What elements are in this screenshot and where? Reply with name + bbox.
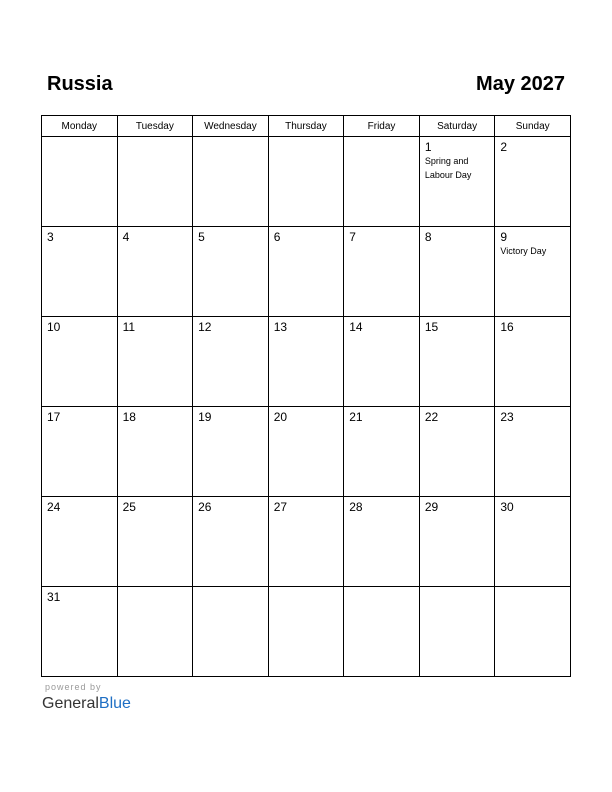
- calendar-day-cell: [495, 407, 571, 497]
- weekday-header-row: [42, 116, 571, 137]
- day-number: 8: [424, 230, 432, 244]
- calendar-day-cell: [419, 407, 495, 497]
- calendar-day-cell: [117, 497, 193, 587]
- day-number: 20: [273, 410, 288, 424]
- calendar-day-cell: [495, 497, 571, 587]
- calendar-day-cell: [193, 407, 269, 497]
- calendar-week-row: [42, 407, 571, 497]
- calendar-day-cell: [495, 137, 571, 227]
- calendar-day-cell: [117, 407, 193, 497]
- calendar-day-cell: [268, 497, 344, 587]
- weekday-header-tuesday: Tuesday: [117, 116, 193, 137]
- calendar-day-cell: [42, 317, 118, 407]
- day-number: 3: [47, 230, 54, 244]
- calendar-week-row: [42, 227, 571, 317]
- calendar-day-cell: [268, 317, 344, 407]
- calendar-day-cell: [117, 227, 193, 317]
- weekday-header-monday: Monday: [42, 116, 118, 137]
- day-number: 12: [198, 320, 212, 334]
- calendar-empty-cell: [268, 137, 344, 227]
- calendar-week-row: [42, 317, 571, 407]
- weekday-header-saturday: Saturday: [419, 116, 495, 137]
- day-number: 14: [349, 320, 363, 334]
- calendar-day-cell: [419, 137, 495, 227]
- brand-text-general: General: [42, 695, 99, 712]
- day-number: 28: [349, 500, 363, 514]
- day-number: 21: [349, 410, 363, 424]
- calendar-empty-cell: [344, 137, 420, 227]
- calendar-day-cell: [42, 227, 118, 317]
- day-number: 11: [122, 320, 136, 334]
- calendar-day-cell: [344, 497, 420, 587]
- calendar-empty-cell: [495, 587, 571, 677]
- calendar-day-cell: [193, 497, 269, 587]
- calendar-day-cell: [419, 317, 495, 407]
- day-number: 29: [424, 500, 439, 514]
- day-number: 1: [424, 140, 432, 154]
- calendar-day-cell: [268, 227, 344, 317]
- calendar-week-row: [42, 497, 571, 587]
- day-number: 13: [273, 320, 288, 334]
- calendar-day-cell: [419, 227, 495, 317]
- day-number: 31: [47, 590, 61, 604]
- calendar-empty-cell: [193, 137, 269, 227]
- weekday-header-sunday: Sunday: [495, 116, 571, 137]
- day-number: 2: [500, 140, 508, 154]
- day-number: 30: [500, 500, 514, 514]
- calendar-day-cell: [495, 227, 571, 317]
- day-number: 7: [349, 230, 356, 244]
- day-number: 25: [122, 500, 136, 514]
- day-number: 23: [500, 410, 514, 424]
- day-number: 6: [273, 230, 281, 244]
- day-number: 5: [198, 230, 205, 244]
- holiday-label: Victory Day: [500, 246, 547, 256]
- calendar-empty-cell: [344, 587, 420, 677]
- day-number: 17: [47, 410, 61, 424]
- day-number: 10: [47, 320, 61, 334]
- calendar-grid: [41, 115, 571, 677]
- calendar-empty-cell: [117, 137, 193, 227]
- calendar-empty-cell: [268, 587, 344, 677]
- weekday-header-thursday: Thursday: [268, 116, 344, 137]
- calendar-day-cell: [419, 497, 495, 587]
- calendar-week-row: [42, 137, 571, 227]
- calendar-day-cell: [42, 407, 118, 497]
- calendar-day-cell: [495, 317, 571, 407]
- calendar-day-cell: [344, 407, 420, 497]
- calendar-empty-cell: [42, 137, 118, 227]
- day-number: 19: [198, 410, 212, 424]
- day-number: 24: [47, 500, 61, 514]
- brand-text-blue: Blue: [98, 695, 131, 712]
- calendar-day-cell: [117, 317, 193, 407]
- calendar-day-cell: [193, 227, 269, 317]
- calendar-day-cell: [42, 497, 118, 587]
- day-number: 18: [122, 410, 136, 424]
- generalblue-logo[interactable]: [42, 694, 131, 714]
- calendar-week-row: [42, 587, 571, 677]
- powered-by-text: powered by: [45, 682, 102, 692]
- calendar-empty-cell: [193, 587, 269, 677]
- day-number: 22: [424, 410, 439, 424]
- weekday-header-friday: Friday: [344, 116, 420, 137]
- day-number: 15: [424, 320, 439, 334]
- calendar-day-cell: [42, 587, 118, 677]
- month-year-title: May 2027: [476, 73, 565, 95]
- calendar-day-cell: [268, 407, 344, 497]
- calendar-day-cell: [193, 317, 269, 407]
- day-number: 9: [500, 230, 508, 244]
- day-number: 27: [273, 500, 288, 514]
- day-number: 4: [122, 230, 130, 244]
- holiday-label: Spring and Labour Day: [424, 156, 472, 180]
- calendar-day-cell: [344, 227, 420, 317]
- calendar-empty-cell: [117, 587, 193, 677]
- day-number: 26: [198, 500, 212, 514]
- country-title: Russia: [47, 73, 113, 95]
- calendar-day-cell: [344, 317, 420, 407]
- day-number: 16: [500, 320, 514, 334]
- calendar-empty-cell: [419, 587, 495, 677]
- weekday-header-wednesday: Wednesday: [193, 116, 269, 137]
